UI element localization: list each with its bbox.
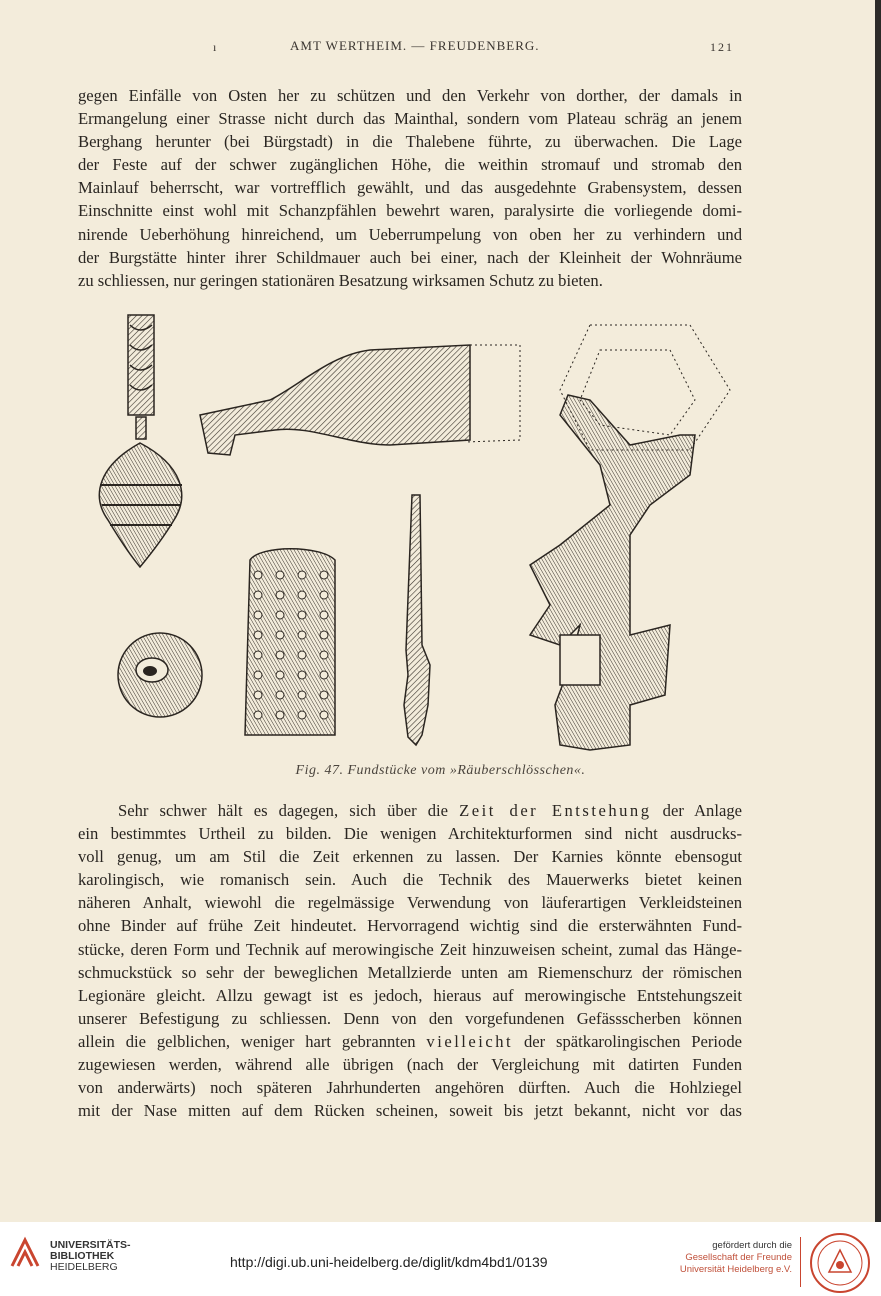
scan-edge — [875, 0, 881, 1222]
text-line: Einschnitte einst wohl mit Schanzpfählen bewehrt waren, paralysirte die vorliegende domi- — [78, 201, 742, 221]
permalink-url[interactable]: http://digi.ub.uni-heidelberg.de/diglit/kdm4bd1/0139 — [230, 1254, 548, 1270]
paragraph-1 — [78, 84, 742, 292]
text-line: zugewiesen werden, während alle übrigen (nach der Vergleichung mit datirten Funden — [78, 1055, 742, 1075]
header-mark: ı — [213, 40, 218, 54]
figure-caption: Fig. 47. Fundstücke vom »Räuberschlösschen«. — [295, 763, 586, 778]
footer-divider — [800, 1237, 801, 1287]
funding-note: gefördert durch die Gesellschaft der Freunde Universität Heidelberg e.V. — [679, 1240, 792, 1275]
text-line: nirende Ueberhöhung hinreichend, um Ueberrumpelung von oben her zu verhindern und — [78, 224, 742, 244]
text-line: Legionäre gleicht. Allzu gewagt ist es jedoch, hieraus auf merowingische Entstehungszeit — [78, 985, 742, 1005]
knife-blade — [404, 495, 430, 745]
text-line: näheren Anhalt, wiewohl die regelmässige Verwendung von läuferartigen Verkleidsteinen — [78, 893, 742, 913]
header-title: AMT WERTHEIM. — FREUDENBERG. — [290, 38, 540, 53]
text-line: allein die gelblichen, weniger hart gebrannten vielleicht der spätkarolingischen Periode — [78, 1031, 742, 1051]
library-name: UNIVERSITÄTS- BIBLIOTHEK HEIDELBERG — [50, 1239, 131, 1273]
text-line: Sehr schwer hält es dagegen, sich über die Zeit der Entstehung der Anlage — [118, 801, 742, 820]
text-line: voll genug, um am Stil die Zeit erkennen zu lassen. Der Karnies könnte ebensogut — [78, 847, 742, 867]
text-line: karolingisch, wie romanisch sein. Auch die Technik des Mauerwerks bietet keinen — [78, 870, 742, 890]
running-header — [0, 38, 881, 58]
text-line: schmuckstück so sehr der beweglichen Metallzierde unten am Riemenschurz der römischen — [78, 962, 742, 982]
text-line: mit der Nase mitten auf dem Rücken scheinen, soweit bis jetzt bekannt, nicht vor das — [78, 1101, 742, 1121]
handle-fragment — [200, 345, 520, 455]
round-bead — [118, 633, 202, 717]
text-line: stücke, deren Form und Technik auf merowingische Zeit hinzuweisen scheint, zumal das Hänge- — [78, 939, 742, 959]
text-line: gegen Einfälle von Osten her zu schützen und den Verkehr von dorther, der damals in — [78, 86, 742, 105]
text-line: Ermangelung einer Strasse nicht durch das Mainthal, sondern vom Plateau schräg an jenem — [78, 109, 742, 129]
text-line: Berghang herunter (bei Bürgstadt) in die Thalebene führte, zu überwachen. Die Lage — [78, 132, 742, 152]
text-line: von anderwärts) noch späteren Jahrhunderten angehören dürften. Auch die Hohlziegel — [78, 1078, 742, 1098]
university-seal-icon — [809, 1232, 871, 1294]
library-logo-icon — [8, 1236, 42, 1270]
text-line: der Feste auf der schwer zugänglichen Höhe, die weithin stromauf und stromab den — [78, 155, 742, 175]
text-line: Mainlauf beherrscht, war vortrefflich gewählt, und das ausgedehnte Grabensystem, dessen — [78, 178, 742, 198]
studded-plate — [245, 549, 335, 735]
paragraph-2 — [78, 799, 742, 1122]
page-number: 121 — [710, 40, 734, 54]
figure-47-illustration — [90, 305, 750, 760]
text-line: der Burgstätte hinter ihrer Schildmauer auch bei einer, nach der Kleinheit der Wohnräume — [78, 247, 742, 267]
text-line: unserer Befestigung zu schliessen. Denn von den vorgefundenen Gefässscherben können — [78, 1008, 742, 1028]
text-line: ein bestimmtes Urtheil zu bilden. Die wenigen Architekturformen sind nicht ausdrucks- — [78, 824, 742, 844]
digitization-footer — [0, 1222, 881, 1296]
text-line: zu schliessen, nur geringen stationären Besatzung wirksamen Schutz zu bieten. — [78, 270, 603, 290]
pendant-ornament — [99, 315, 182, 567]
key-fragment — [530, 325, 730, 750]
text-line: ohne Binder auf frühe Zeit hindeutet. Hervorragend wichtig sind die ersterwähnten Fund- — [78, 916, 742, 936]
